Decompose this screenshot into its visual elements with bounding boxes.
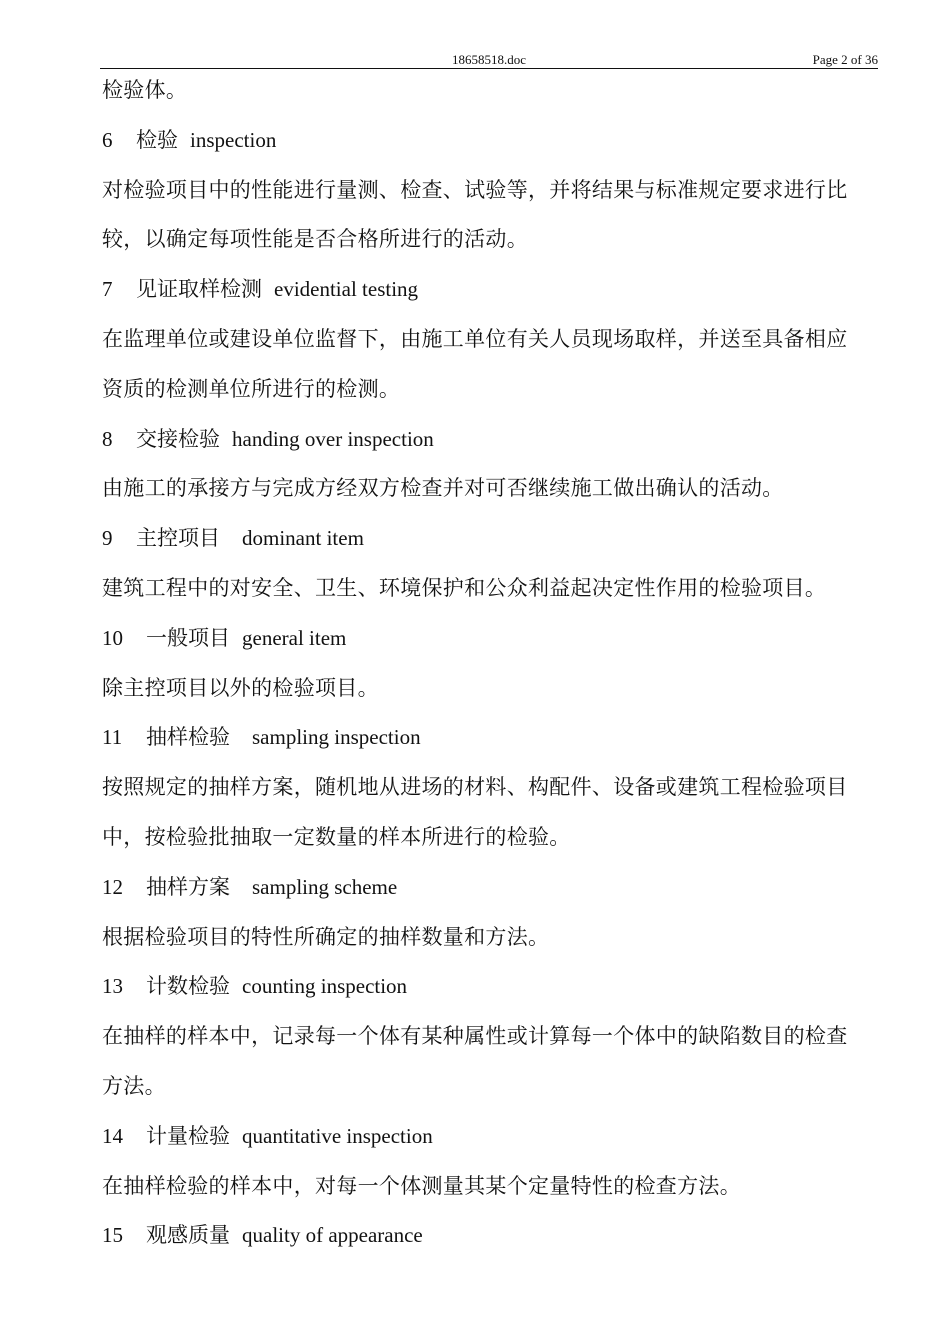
term-heading-7 xyxy=(102,273,880,323)
term-number: 14 xyxy=(102,1123,123,1148)
document-body xyxy=(102,74,880,1269)
paragraph-line: 在抽样检验的样本中，对每一个体测量其某个定量特性的检查方法。 xyxy=(102,1173,741,1198)
term-heading-8 xyxy=(102,423,880,473)
header-divider xyxy=(100,68,878,69)
paragraph-line: 方法。 xyxy=(102,1073,166,1098)
term-number: 13 xyxy=(102,974,123,999)
page-header xyxy=(100,52,878,68)
term-chinese: 计量检验 xyxy=(146,1123,230,1148)
term-english: inspection xyxy=(190,127,277,152)
term-english: sampling inspection xyxy=(252,725,421,750)
paragraph-line: 建筑工程中的对安全、卫生、环境保护和公众利益起决定性作用的检验项目。 xyxy=(102,575,827,600)
term-heading-10 xyxy=(102,622,880,672)
term-english: general item xyxy=(242,625,347,650)
paragraph-line: 按照规定的抽样方案，随机地从进场的材料、构配件、设备或建筑工程检验项目 xyxy=(102,775,848,800)
term-chinese: 计数检验 xyxy=(146,974,230,999)
paragraph-line: 中，按检验批抽取一定数量的样本所进行的检验。 xyxy=(102,824,571,849)
term-number: 8 xyxy=(102,426,113,451)
term-number: 9 xyxy=(102,526,113,551)
term-chinese: 主控项目 xyxy=(136,526,220,551)
term-chinese: 一般项目 xyxy=(146,625,230,650)
paragraph-line: 除主控项目以外的检验项目。 xyxy=(102,675,379,700)
term-heading-11 xyxy=(102,721,880,771)
term-chinese: 观感质量 xyxy=(146,1223,230,1248)
term-chinese: 交接检验 xyxy=(136,426,220,451)
term-english: quantitative inspection xyxy=(242,1123,433,1148)
term-english: sampling scheme xyxy=(252,874,398,899)
term-heading-15 xyxy=(102,1219,880,1269)
header-page-number: Page 2 of 36 xyxy=(812,52,878,67)
term-english: quality of appearance xyxy=(242,1223,423,1248)
paragraph-line: 由施工的承接方与完成方经双方检查并对可否继续施工做出确认的活动。 xyxy=(102,476,784,501)
term-number: 12 xyxy=(102,874,123,899)
term-english: evidential testing xyxy=(274,277,419,302)
term-english: dominant item xyxy=(242,526,364,551)
term-number: 7 xyxy=(102,277,113,302)
term-heading-12 xyxy=(102,871,880,921)
term-chinese: 抽样方案 xyxy=(146,874,230,899)
term-number: 15 xyxy=(102,1223,123,1248)
term-number: 10 xyxy=(102,625,123,650)
paragraph-line: 资质的检测单位所进行的检测。 xyxy=(102,376,401,401)
term-chinese: 检验 xyxy=(136,127,178,152)
paragraph-line: 根据检验项目的特性所确定的抽样数量和方法。 xyxy=(102,924,550,949)
paragraph-line: 在监理单位或建设单位监督下，由施工单位有关人员现场取样，并送至具备相应 xyxy=(102,326,848,351)
term-heading-13 xyxy=(102,970,880,1020)
paragraph-line: 对检验项目中的性能进行量测、检查、试验等，并将结果与标准规定要求进行比 xyxy=(102,177,848,202)
paragraph-line: 在抽样的样本中，记录每一个体有某种属性或计算每一个体中的缺陷数目的检查 xyxy=(102,1024,848,1049)
header-filename: 18658518.doc xyxy=(451,52,527,67)
term-heading-14 xyxy=(102,1120,880,1170)
paragraph-line: 检验体。 xyxy=(102,78,188,102)
term-number: 11 xyxy=(102,725,123,750)
term-heading-6 xyxy=(102,124,880,174)
term-english: handing over inspection xyxy=(232,426,434,451)
term-chinese: 抽样检验 xyxy=(146,725,230,750)
term-english: counting inspection xyxy=(242,974,408,999)
paragraph-line: 较，以确定每项性能是否合格所进行的活动。 xyxy=(102,227,528,252)
term-number: 6 xyxy=(102,127,113,152)
term-chinese: 见证取样检测 xyxy=(136,277,262,302)
term-heading-9 xyxy=(102,522,880,572)
